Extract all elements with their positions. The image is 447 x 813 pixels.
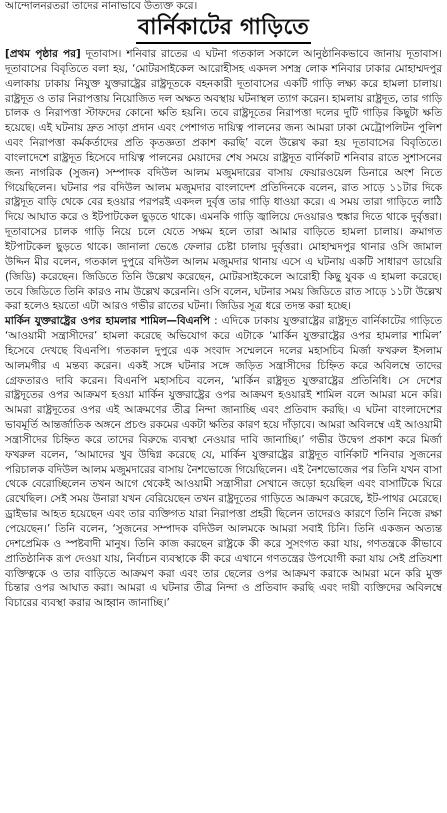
article-body xyxy=(5,47,442,611)
paragraph-text: দূতাবাস। শনিবার রাতের এ ঘটনা গতকাল সকালে আনুষ্ঠানিকভাবে জানায় দূতাবাস। দূতাবাসের বিবৃতিতে বলা হয়, ‘মোটরসাইকেল আরোহীসহ একদল সশস্ত্র লোক শনিবার ঢাকার মোহাম্মদপুর এলাকায় ঢাকায় নিযুক্ত যুক্তরাষ্ট্রের রাষ্ট্রদূতকে বহনকারী দূতাবাসের একটি গাড়ি লক্ষ্য করে হামলা চালায়। রাষ্ট্রদূত ও তার নিরাপত্তায় নিয়োজিত দল অক্ষত অবস্থায় ঘটনাস্থল ত্যাগ করেন। হামলায় রাষ্ট্রদূত, তার গাড়ি চালক ও নিরাপত্তা স্টাফদের কোনো ক্ষতি হয়নি। তবে রাষ্ট্রদূতের নিরাপত্তা দলের দুটি গাড়ির কিছুটা ক্ষতি হয়েছে। এই ঘটনায় দ্রুত সাড়া প্রদান এবং পেশাগত দায়িত্ব পালনের জন্য আমরা ঢাকা মেট্রোপলিটন পুলিশ এবং নিরাপত্তা কর্মকর্তাদের প্রতি কৃতজ্ঞতা প্রকাশ করছি’ বলে উল্লেখ করা হয় দূতাবাসের বিবৃতিতে। বাংলাদেশে রাষ্ট্রদূত হিসেবে দায়িত্ব পালনের মেয়াদের শেষ সময়ে রাষ্ট্রদূত বার্নিকাট শনিবার রাতে সুশাসনের জন্য নাগরিক (সুজন) সম্পাদক বদিউল আলম মজুমদারের বাসায় ফেয়ারওয়েল ডিনারে অংশ নিতে গিয়েছিলেন। ঘটনার পর বদিউল আলম মজুমদার বাংলাদেশ প্রতিদিনকে বলেন, রাত সাড়ে ১১টার দিকে রাষ্ট্রদূত বাড়ি থেকে বের হওয়ার পরপরই একদল দুর্বৃত্ত তার গাড়ি ধাওয়া করে। এ সময় তারা গাড়িতে লাঠি দিয়ে আঘাত করে ও ইটপাটকেল ছুড়তে থাকে। এমনকি গাড়ি জ্বালিয়ে দেওয়ারও হুঙ্কার দিতে থাকে দুর্বৃত্তরা। দূতাবাসের চালক গাড়ি নিয়ে চলে যেতে সক্ষম হলে তারা আমার বাড়িতে হামলা চালায়। ক্রমাগত ইটপাটকেল ছুড়তে থাকে। জানালা ভেঙে ফেলার চেষ্টা চালায় দুর্বৃত্তরা। মোহাম্মদপুর থানার ওসি জামাল উদ্দিন মীর বলেন, গতকাল দুপুরে বদিউল আলম মজুমদার থানায় এসে এ ঘটনায় একটি সাধারণ ডায়েরি (জিডি) করেছেন। জিডিতে তিনি উল্লেখ করেছেন, মোটরসাইকেলে আরোহী কিছু যুবক এ হামলা করেছে। তবে জিডিতে তিনি কারও নাম উল্লেখ করেননি। ওসি বলেন, ঘটনার সময় জিডিতে রাত সাড়ে ১১টা উল্লেখ করা হলেও হয়তো এটা আরও গভীর রাতের ঘটনা। জিডির সূত্র ধরে তদন্ত করা হচ্ছে। xyxy=(5,48,443,313)
paragraph-1 xyxy=(5,47,442,314)
subheading: মার্কিন যুক্তরাষ্ট্রের ওপর হামলার শামিল—বিএনপি xyxy=(5,315,210,328)
paragraph-text: : এদিকে ঢাকায় যুক্তরাষ্ট্রের রাষ্ট্রদূত বার্নিকাটের গাড়িতে ‘আওয়ামী সন্ত্রাসীদের’ হামলা করেছে অভিযোগ করে এটাকে ‘মার্কিন যুক্তরাষ্ট্রের ওপর হামলার শামিল’ হিসেবে দেখছে বিএনপি। গতকাল দুপুরে এক সংবাদ সম্মেলনে দলের মহাসচিব মির্জা ফখরুল ইসলাম আলমগীর এ মন্তব্য করেন। একই সঙ্গে ঘটনার সঙ্গে জড়িত সন্ত্রাসীদের চিহ্নিত করে অবিলম্বে তাদের গ্রেফতারও দাবি করেন। বিএনপি মহাসচিব বলেন, ‘মার্কিন রাষ্ট্রদূত যুক্তরাষ্ট্রের প্রতিনিধি। সে দেশের রাষ্ট্রদূতের ওপর আক্রমণ হওয়া মার্কিন যুক্তরাষ্ট্রের ওপর আক্রমণ হওয়ারই শামিল বলে আমরা মনে করি। আমরা রাষ্ট্রদূতের ওপর এই আক্রমণের তীব্র নিন্দা জানাচ্ছি এবং প্রতিবাদ করছি। এ ঘটনা বাংলাদেশের ভাবমূর্তি আন্তর্জাতিক অঙ্গনে প্রচণ্ড রকমের একটা ক্ষতির কারণ হয়ে দাঁড়াবে। আমরা অবিলম্বে এই আওয়ামী সন্ত্রাসীদের চিহ্নিত করে তাদের বিরুদ্ধে ব্যবস্থা নেওয়ার দাবি জানাচ্ছি।’ গভীর উদ্বেগ প্রকাশ করে মির্জা ফখরুল বলেন, ‘আমাদের খুব উদ্বিগ্ন করেছে যে, মার্কিন যুক্তরাষ্ট্রের রাষ্ট্রদূত বার্নিকাট শনিবার সুজনের পরিচালক বদিউল আলম মজুমদারের বাসায় নৈশভোজে গিয়েছিলেন। এই নৈশভোজের পর তিনি যখন বাসা থেকে বেরোচ্ছিলেন তখন আগে থেকেই আওয়ামী সন্ত্রাসীরা সেখানে জড়ো হয়েছিল এবং বাসাটিকে ঘিরে রেখেছিল। সেই সময় উনারা যখন বেরিয়েছেন তখন রাষ্ট্রদূতের গাড়িতে আক্রমণ করেছে, ইট-পাথর মেরেছে। ড্রাইভার আহত হয়েছেন এবং তার ব্যক্তিগত যারা নিরাপত্তা প্রহরী ছিলেন তাদেরও কারণে তিনি নিজে রক্ষা পেয়েছেন।’ তিনি বলেন, ‘সুজনের সম্পাদক বদিউল আলমকে আমরা সবাই চিনি। তিনি একজন অত্যন্ত দেশপ্রেমিক ও স্পষ্টবাদী মানুষ। তিনি কাজ করছেন রাষ্ট্রকে কী করে সুসংগত করা যায়, গণতন্ত্রকে কীভাবে প্রাতিষ্ঠানিক রূপ দেওয়া যায়, নির্বাচন ব্যবস্থাকে কী করে এখানে গণতন্ত্রের উপযোগী করা যায় সেই প্রতিযশা ব্যক্তিত্বকে ও তার বাড়িতে আক্রমণ করা এবং তার ছেলের ওপর আক্রমণ করাকে আমরা মনে করি মুক্ত চিন্তার ওপর আঘাত করা। আমরা এ ঘটনার তীব্র নিন্দা ও প্রতিবাদ করছি এবং দায়ী ব্যক্তিদের অবিলম্বে বিচারের ব্যবস্থা করার আহ্বান জানাচ্ছি।’ xyxy=(5,315,442,610)
paragraph-2 xyxy=(5,314,442,611)
previous-article-tail: আন্দোলনরতরা তাদের নানাভাবে উত্যক্ত করে। xyxy=(5,0,198,12)
headline-block xyxy=(5,15,442,44)
headline-underline xyxy=(136,42,311,44)
headline: বার্নিকাটের গাড়িতে xyxy=(137,15,310,40)
continuation-label: [প্রথম পৃষ্ঠার পর] xyxy=(5,48,81,60)
